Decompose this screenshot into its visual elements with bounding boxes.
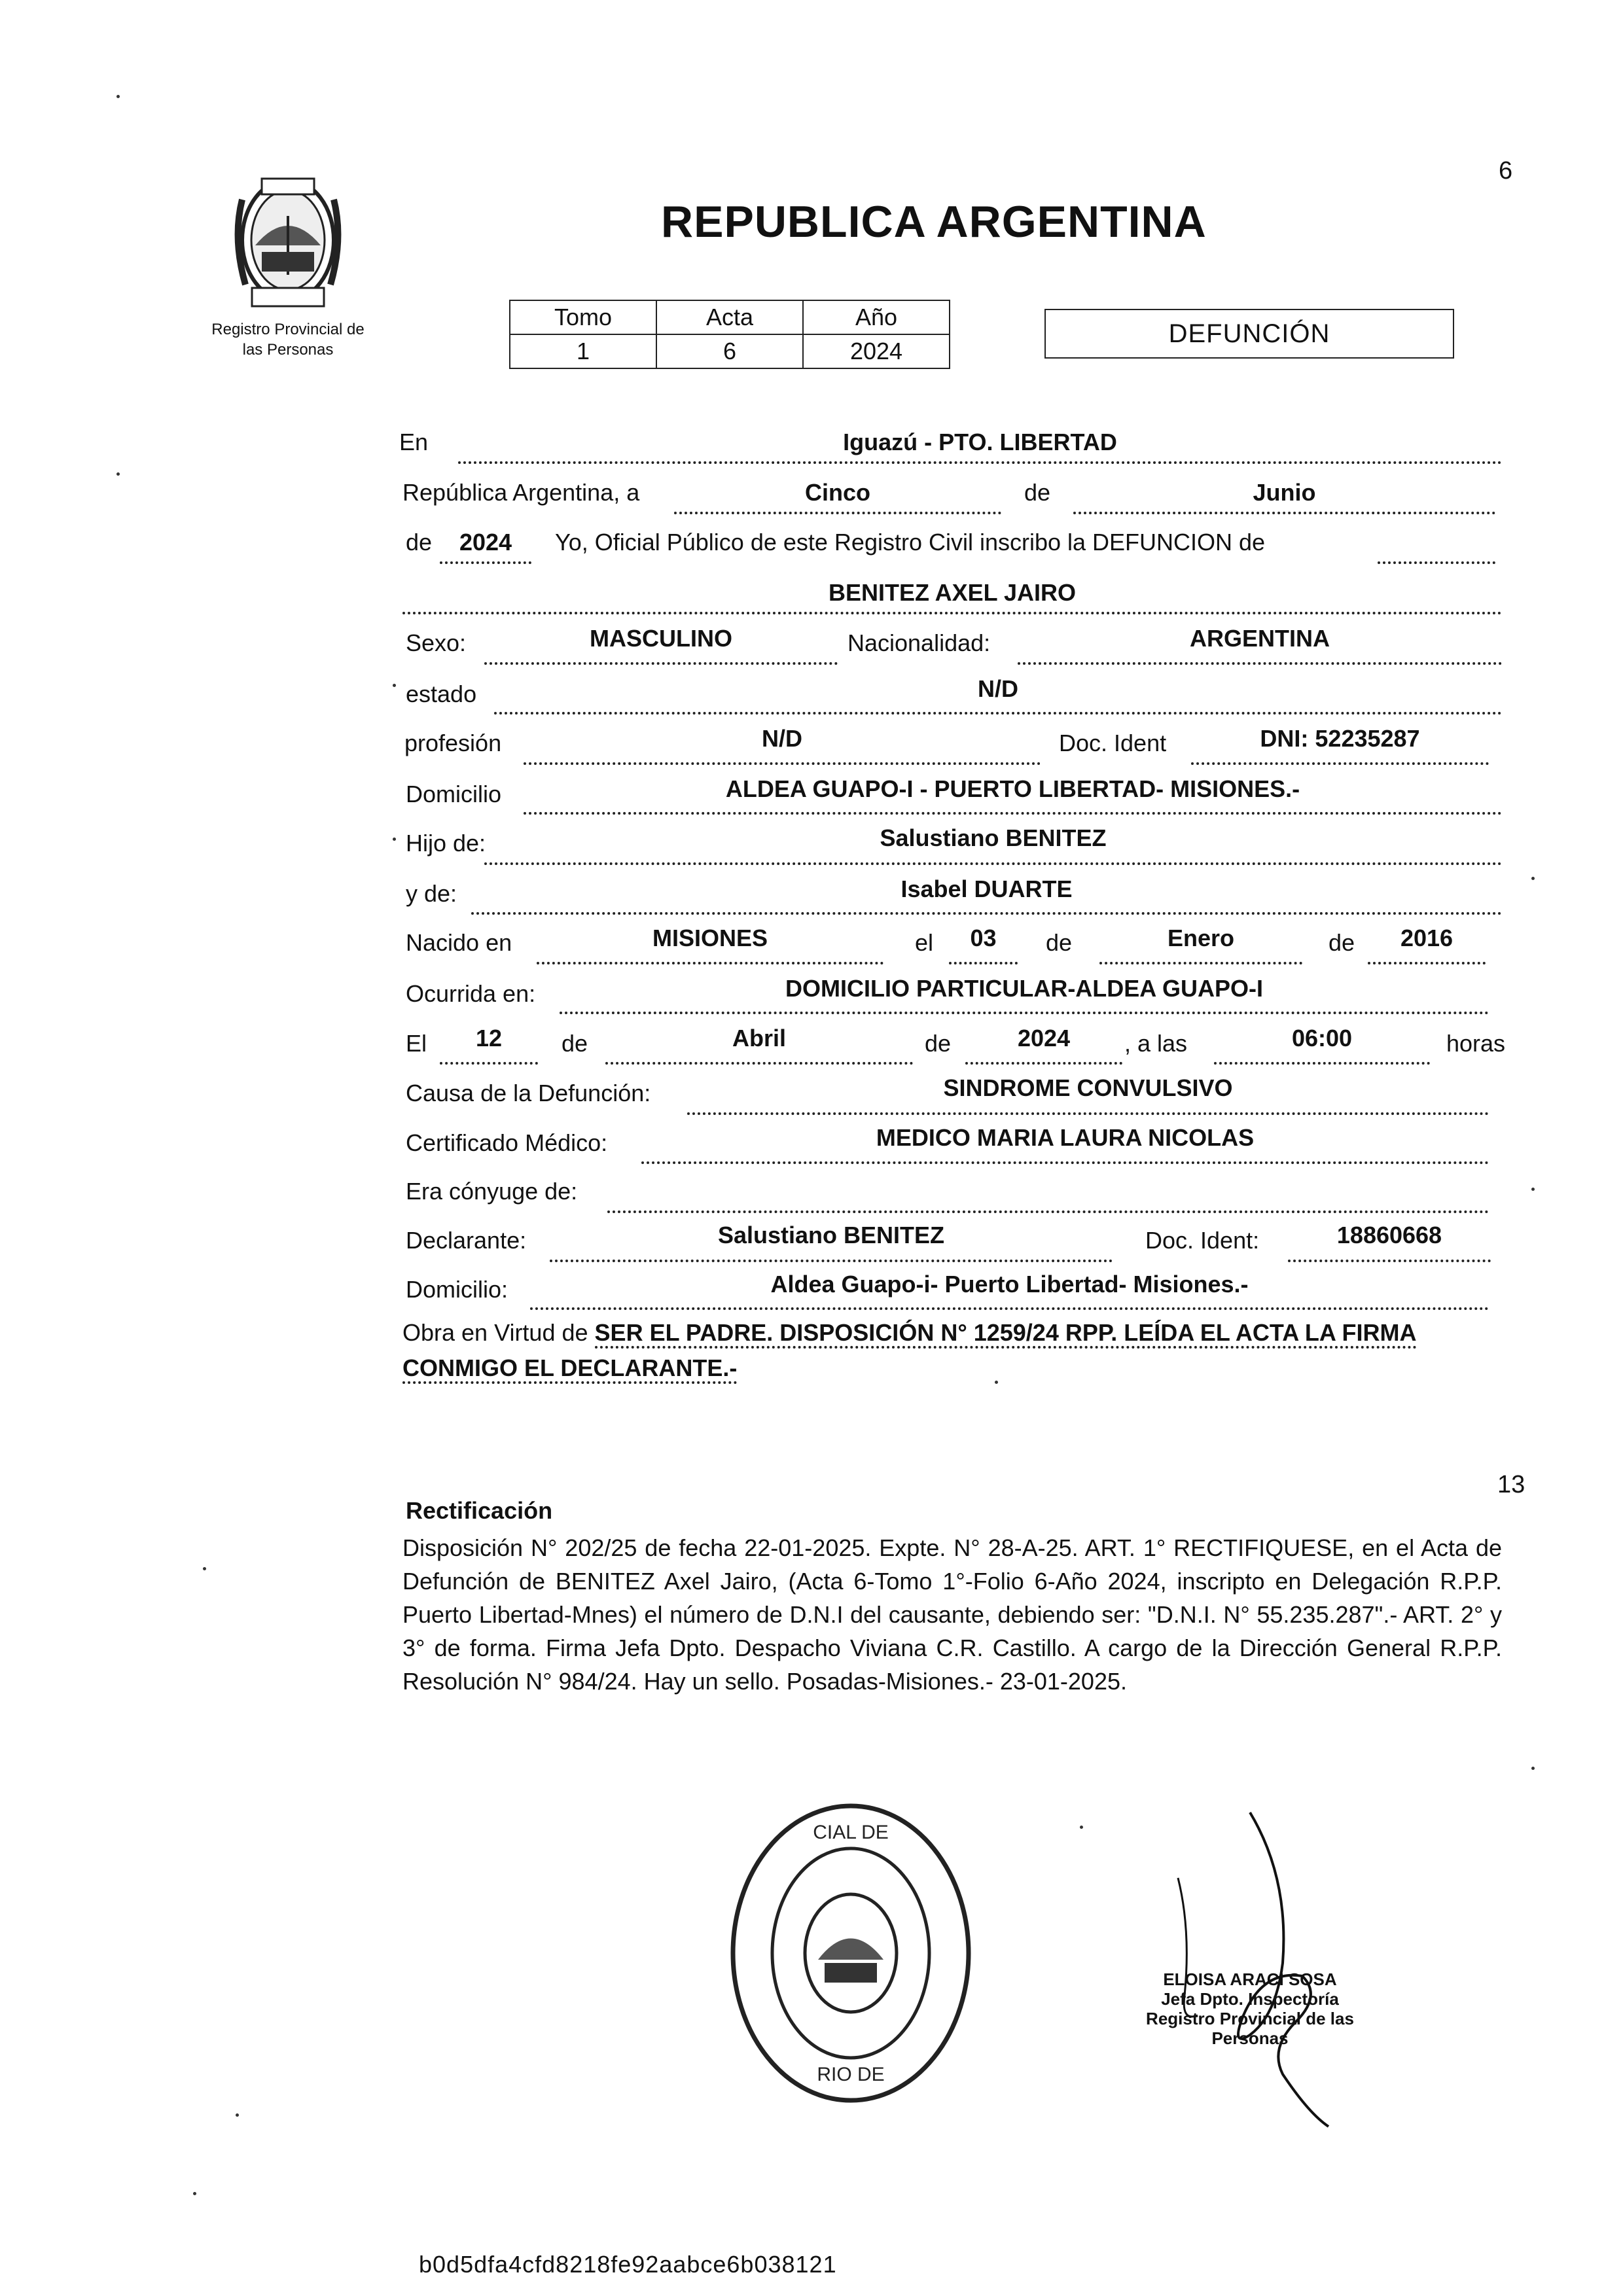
obra-value: SER EL PADRE. DISPOSICIÓN N° 1259/24 RPP. LEÍDA EL ACTA LA FIRMA CONMIGO EL DECLARANTE.- <box>402 1319 1417 1384</box>
dotted-line <box>440 561 531 564</box>
rectificacion-body: Disposición N° 202/25 de fecha 22-01-2025. Expte. N° 28-A-25. ART. 1° RECTIFIQUESE, en el Acta de Defunción de BENITEZ Axel Jairo, (Acta 6-Tomo 1°-Folio 6-Año 2024, inscripto en Delegación R.P.P. Puerto Libertad-Mnes) el número de D.N.I del causante, debiendo ser: "D.N.I. N° 55.235.287".- ART. 2° y 3° de forma. Firma Jefa Dpto. Despacho Viviana C.R. Castillo. A cargo de la Dirección General R.P.P. Resolución N° 984/24. Hay un sello. Posadas-Misiones.- 23-01-2025. <box>402 1534 1502 1695</box>
record-table <box>509 300 950 369</box>
obra-label: Obra en Virtud de <box>402 1319 588 1346</box>
death-day-value: 12 <box>475 1025 503 1051</box>
causa-value: SINDROME CONVULSIVO <box>943 1074 1233 1101</box>
dotted-line <box>402 612 1502 614</box>
causa-label: Causa de la Defunción: <box>406 1080 651 1106</box>
ocurrida-value: DOMICILIO PARTICULAR-ALDEA GUAPO-I <box>785 975 1263 1002</box>
scan-speck <box>116 472 120 476</box>
issuer-name: Registro Provincial de las Personas <box>211 321 365 359</box>
dotted-line <box>607 1210 1489 1213</box>
de-label: de <box>1046 929 1073 956</box>
birth-year-value: 2016 <box>1400 925 1454 951</box>
dotted-line <box>949 962 1018 964</box>
declarante-value: Salustiano BENITEZ <box>717 1222 945 1248</box>
scan-speck <box>203 1567 206 1570</box>
scan-speck <box>193 2192 196 2195</box>
scan-speck <box>995 1381 998 1384</box>
el-label: el <box>915 929 934 956</box>
table-header-tomo: Tomo <box>510 300 656 334</box>
dotted-line <box>550 1260 1113 1262</box>
mother-value: Isabel DUARTE <box>901 875 1073 902</box>
hijo-label: Hijo de: <box>406 830 486 857</box>
table-value-anio: 2024 <box>803 334 950 368</box>
scan-speck <box>236 2113 239 2117</box>
scan-speck <box>116 95 120 98</box>
obra-paragraph <box>402 1315 1502 1386</box>
dotted-line <box>530 1307 1489 1310</box>
dotted-line <box>1214 1062 1430 1065</box>
yde-label: y de: <box>406 880 457 907</box>
table-header-acta: Acta <box>656 300 803 334</box>
scan-speck <box>393 838 396 841</box>
dotted-line <box>484 662 838 665</box>
document-hash: b0d5dfa4cfd8218fe92aabce6b038121 <box>419 2251 837 2278</box>
domicilio-value: ALDEA GUAPO-I - PUERTO LIBERTAD- MISIONES.- <box>725 775 1300 802</box>
republica-label: República Argentina, a <box>402 479 640 506</box>
table-value-acta: 6 <box>656 334 803 368</box>
scan-speck <box>1531 1767 1535 1770</box>
horas-label: horas <box>1446 1030 1506 1057</box>
decl-doc-label: Doc. Ident: <box>1145 1227 1260 1254</box>
dotted-line <box>458 461 1502 464</box>
decl-domicilio-label: Domicilio: <box>406 1276 508 1303</box>
signatory-office: Registro Provincial de las Personas <box>1146 2009 1354 2048</box>
svg-text:RIO DE: RIO DE <box>817 2064 885 2085</box>
scan-speck <box>1080 1826 1083 1829</box>
dotted-line <box>641 1161 1489 1164</box>
year-value: 2024 <box>459 529 512 556</box>
dotted-line <box>1018 662 1502 665</box>
dotted-line <box>1368 962 1486 964</box>
signature-icon <box>1152 1799 1368 2133</box>
month-value: Junio <box>1253 479 1316 506</box>
scan-speck <box>393 684 396 687</box>
nacionalidad-value: ARGENTINA <box>1190 625 1330 652</box>
death-time-value: 06:00 <box>1291 1025 1353 1051</box>
father-value: Salustiano BENITEZ <box>880 824 1107 851</box>
document-type-box: DEFUNCIÓN <box>1044 309 1454 359</box>
dotted-line <box>1073 512 1495 514</box>
estado-label: estado <box>406 680 477 707</box>
birth-day-value: 03 <box>970 925 997 951</box>
table-value-tomo: 1 <box>510 334 656 368</box>
nacido-label: Nacido en <box>406 929 512 956</box>
dotted-line <box>1378 561 1495 564</box>
table-header-anio: Año <box>803 300 950 334</box>
dotted-line <box>524 812 1502 815</box>
doc-ident-value: DNI: 52235287 <box>1260 725 1420 752</box>
domicilio-label: Domicilio <box>406 781 502 807</box>
alas-label: , a las <box>1124 1030 1188 1057</box>
page-number: 6 <box>1499 157 1513 185</box>
doc-ident-label: Doc. Ident <box>1059 730 1167 756</box>
dotted-line <box>440 1062 538 1065</box>
signature-block <box>1106 1969 1394 2048</box>
dotted-line <box>1099 962 1302 964</box>
dotted-line <box>1288 1260 1491 1262</box>
conyuge-label: Era cónyuge de: <box>406 1178 578 1205</box>
official-seal-icon <box>726 1799 975 2107</box>
dotted-line <box>484 862 1502 865</box>
de-label: de <box>562 1030 588 1057</box>
dotted-line <box>494 712 1502 715</box>
deceased-name: BENITEZ AXEL JAIRO <box>828 579 1077 606</box>
svg-text:CIAL DE: CIAL DE <box>813 1822 889 1843</box>
de-label: de <box>406 529 433 556</box>
certificado-label: Certificado Médico: <box>406 1129 608 1156</box>
nacionalidad-label: Nacionalidad: <box>847 629 991 656</box>
signatory-role: Jefa Dpto. Inspectoría <box>1161 1989 1339 2009</box>
country-title: REPUBLICA ARGENTINA <box>661 197 1207 247</box>
inscribo-text: Yo, Oficial Público de este Registro Civil inscribo la DEFUNCION de <box>555 529 1266 556</box>
dotted-line <box>674 512 1001 514</box>
dotted-line <box>1191 762 1489 765</box>
dotted-line <box>524 762 1041 765</box>
decl-domicilio-value: Aldea Guapo-i- Puerto Libertad- Misiones.- <box>770 1271 1249 1298</box>
dotted-line <box>687 1112 1489 1115</box>
el-label: El <box>406 1030 427 1057</box>
de-label: de <box>1329 929 1355 956</box>
en-label: En <box>399 429 429 455</box>
dotted-line <box>471 912 1502 915</box>
death-month-value: Abril <box>732 1025 786 1051</box>
birth-month-value: Enero <box>1167 925 1235 951</box>
ocurrida-label: Ocurrida en: <box>406 980 536 1007</box>
day-value: Cinco <box>804 479 870 506</box>
birth-place-value: MISIONES <box>652 925 768 951</box>
decl-doc-value: 18860668 <box>1336 1222 1442 1248</box>
scan-speck <box>1531 877 1535 880</box>
scan-speck <box>1531 1188 1535 1191</box>
profesion-label: profesión <box>404 730 502 756</box>
de-label: de <box>925 1030 952 1057</box>
de-label: de <box>1024 479 1051 506</box>
dotted-line <box>537 962 883 964</box>
misiones-crest-icon <box>226 167 350 314</box>
sexo-label: Sexo: <box>406 629 467 656</box>
dotted-line <box>560 1012 1489 1014</box>
estado-value: N/D <box>978 675 1018 702</box>
rectificacion-title: Rectificación <box>406 1497 553 1524</box>
rectificacion-page-number: 13 <box>1497 1471 1525 1498</box>
certificado-value: MEDICO MARIA LAURA NICOLAS <box>876 1124 1255 1151</box>
death-year-value: 2024 <box>1017 1025 1071 1051</box>
sexo-value: MASCULINO <box>590 625 732 652</box>
declarante-label: Declarante: <box>406 1227 527 1254</box>
signatory-name: ELOISA ARACI SOSA <box>1163 1969 1337 1989</box>
place-value: Iguazú - PTO. LIBERTAD <box>843 429 1117 455</box>
profesion-value: N/D <box>762 725 802 752</box>
dotted-line <box>605 1062 913 1065</box>
dotted-line <box>965 1062 1122 1065</box>
